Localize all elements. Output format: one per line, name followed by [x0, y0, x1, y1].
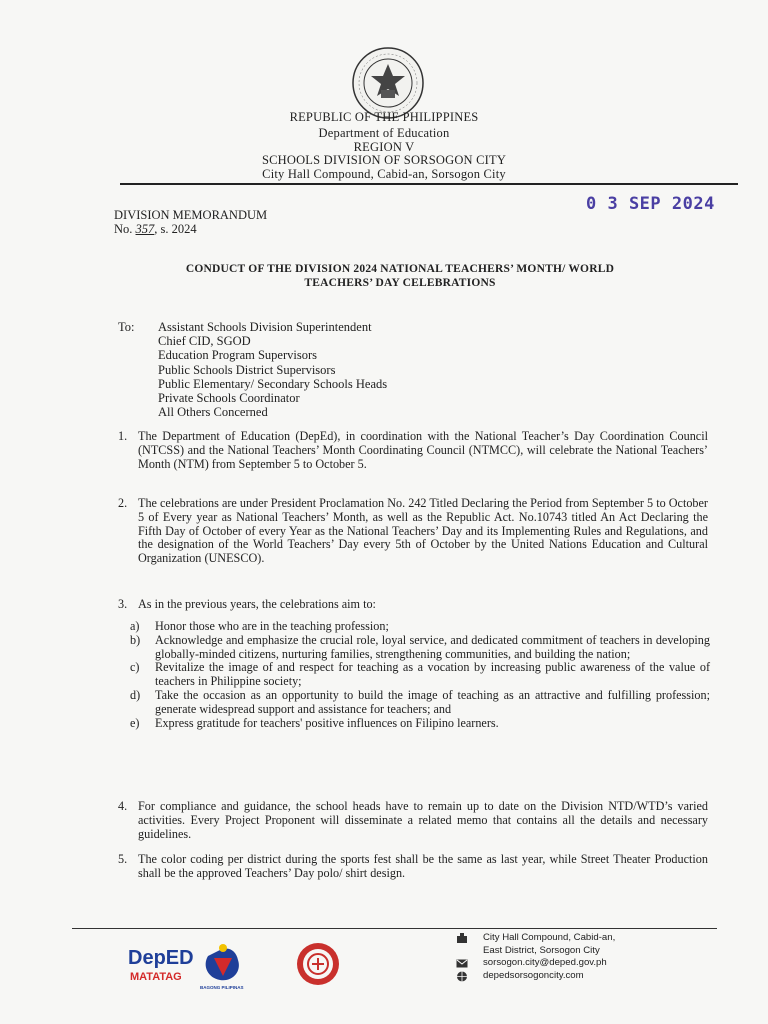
contact-email	[453, 957, 615, 970]
date-stamp: 0 3 SEP 2024	[586, 194, 715, 214]
aim-item	[130, 620, 710, 634]
aim-letter: c)	[130, 660, 140, 675]
aim-item	[130, 717, 710, 731]
logo-matatag-text: MATATAG	[130, 971, 182, 983]
globe-icon	[456, 971, 468, 982]
paragraph-number: 3.	[118, 597, 128, 611]
recipient-item: Private Schools Coordinator	[158, 391, 300, 406]
aim-letter: e)	[130, 715, 140, 730]
header-division: SCHOOLS DIVISION OF SORSOGON CITY	[261, 153, 507, 167]
paragraph-3	[118, 598, 708, 612]
recipient-list	[158, 320, 387, 419]
aim-text: Revitalize the image of and respect for teaching as a vocation by increasing public awareness of the value of teachers in Philippine society;	[155, 660, 710, 689]
memo-number: 357	[135, 222, 155, 236]
aim-letter: d)	[130, 687, 141, 702]
logo-bagong-text: BAGONG PILIPINAS	[200, 985, 244, 990]
paragraph-2	[118, 497, 708, 566]
building-icon	[456, 933, 468, 944]
recipient-item: Chief CID, SGOD	[158, 334, 251, 349]
memo-subject	[140, 262, 660, 290]
paragraph-text: For compliance and guidance, the school heads have to remain up to date on the Division NTD/WTD’s varied activities. Every Project Proponent will disseminate a related memo that contains all the details and necessary guidelines.	[138, 799, 708, 841]
paragraph-number: 2.	[118, 496, 128, 510]
paragraph-number: 1.	[118, 429, 128, 443]
to-label: To:	[118, 320, 135, 334]
address-line-2: East District, Sorsogon City	[483, 944, 600, 956]
aims-list	[130, 620, 710, 730]
aim-letter: a)	[130, 619, 140, 633]
aim-text: Acknowledge and emphasize the crucial role, loyal service, and dedicated commitment of teachers in developing globally-minded citizens, nurturing families, strengthening communities, and building the nation;	[155, 632, 710, 661]
memo-series: , s. 2024	[154, 222, 197, 236]
bagong-pilipinas-logo-icon	[200, 944, 244, 990]
memo-block	[114, 208, 267, 236]
email-text[interactable]: sorsogon.city@deped.gov.ph	[483, 957, 607, 968]
paragraph-text: The celebrations are under President Proclamation No. 242 Titled Declaring the Period from September 5 to October 5 of Every year as National Teachers’ Month, as well as the Republic Act. No.10743 titled An Act Declaring the Fifth Day of October of every Year as the National Teachers’ Day and its Implementing Rules and Regulations, and the designation of the World Teachers’ Day every 5th of October by the United Nations Education and Cultural Organization (UNESCO).	[138, 496, 708, 566]
recipient-item: Public Elementary/ Secondary Schools Heads	[158, 376, 388, 391]
aim-item	[130, 634, 710, 662]
header-department: Department of Education	[318, 126, 450, 140]
aim-text: Express gratitude for teachers' positive influences on Filipino learners.	[155, 715, 499, 730]
deped-matatag-logo-icon	[128, 947, 194, 983]
recipient-item: All Others Concerned	[158, 405, 268, 420]
aim-item	[130, 689, 710, 717]
division-seal-icon	[297, 943, 339, 985]
aim-text: Honor those who are in the teaching profession;	[155, 619, 389, 633]
paragraph-number: 4.	[118, 799, 128, 813]
header-region: REGION V	[353, 140, 415, 154]
address-line-1: City Hall Compound, Cabid-an,	[483, 932, 616, 943]
footer-rule	[72, 928, 717, 929]
paragraph-number: 5.	[118, 852, 128, 866]
aim-letter: b)	[130, 632, 141, 647]
header-rule	[120, 183, 738, 185]
memo-title: DIVISION MEMORANDUM	[114, 208, 268, 222]
recipient-item: Assistant Schools Division Superintendent	[158, 320, 372, 334]
subject-line-1: CONDUCT OF THE DIVISION 2024 NATIONAL TEACHERS’ MONTH/ WORLD	[185, 263, 615, 275]
memo-number-prefix: No.	[114, 222, 133, 236]
logo-deped-text: DepED	[128, 947, 194, 969]
subject-line-2: TEACHERS’ DAY CELEBRATIONS	[304, 277, 496, 289]
recipient-item: Education Program Supervisors	[158, 348, 318, 363]
paragraph-text: The color coding per district during the sports fest shall be the same as last year, while Street Theater Production shall be the approved Teachers’ Day polo/ shirt design.	[138, 852, 708, 880]
paragraph-text: The Department of Education (DepEd), in coordination with the National Teacher’s Day Coordination Council (NTCSS) and the National Teachers’ Month Coordinating Council (NTMCC), will celebrate the National Teachers’ Month (NTM) from September 5 to October 5.	[138, 429, 708, 471]
footer-contact	[453, 932, 615, 982]
paragraph-5	[118, 853, 708, 881]
header-republic: REPUBLIC OF THE PHILIPPINES	[289, 110, 479, 124]
recipient-item: Public Schools District Supervisors	[158, 362, 336, 377]
paragraph-4	[118, 800, 708, 841]
website-text[interactable]: depedsorsogoncity.com	[483, 969, 584, 981]
footer-logos	[128, 942, 378, 990]
aim-text: Take the occasion as an opportunity to build the image of teaching as an attractive and fulfilling profession; generate widespread support and assistance for teachers; and	[155, 687, 710, 716]
contact-website	[453, 970, 615, 983]
deped-seal-icon	[351, 46, 425, 120]
contact-address	[453, 932, 615, 957]
email-icon	[456, 958, 468, 969]
paragraph-1	[118, 430, 708, 471]
paragraph-text: As in the previous years, the celebrations aim to:	[138, 597, 376, 611]
memo-number-line	[114, 222, 267, 236]
aim-item	[130, 661, 710, 689]
header-address: City Hall Compound, Cabid-an, Sorsogon City	[262, 167, 506, 181]
